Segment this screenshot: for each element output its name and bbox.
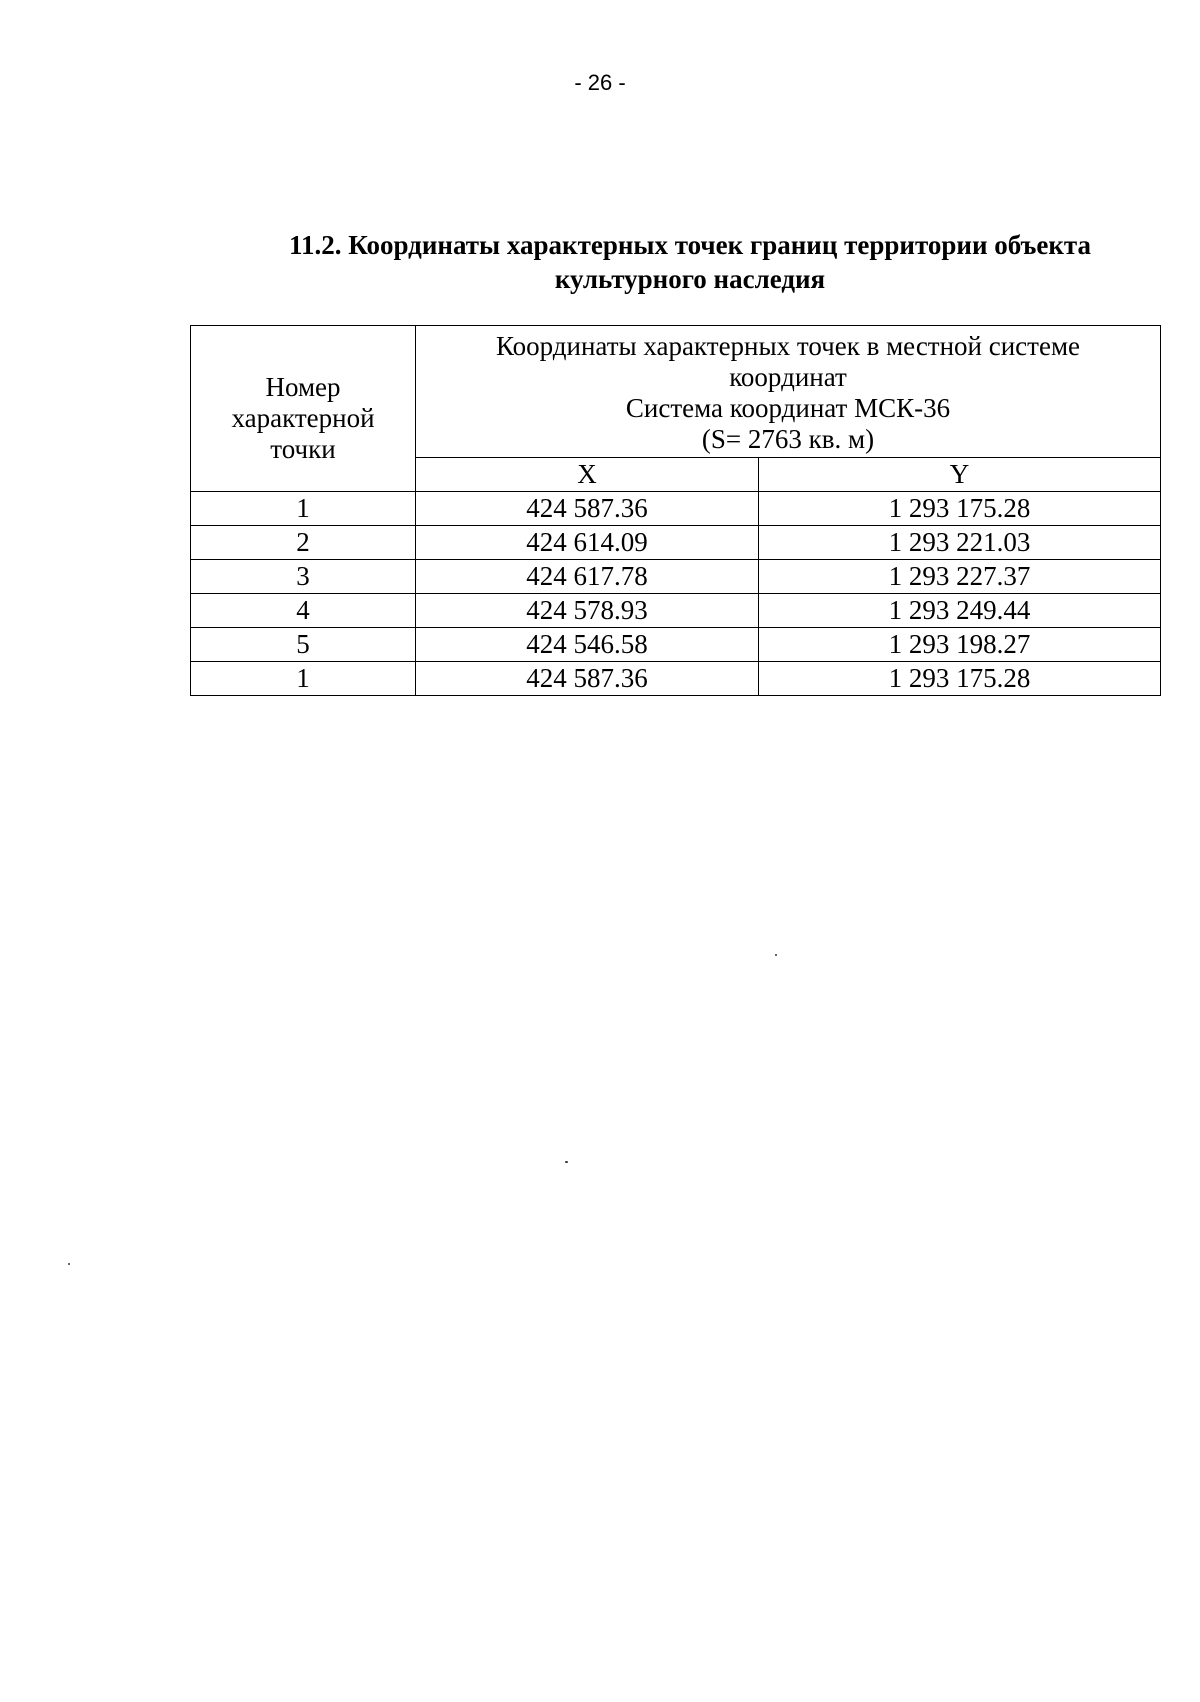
table-row [191,662,1161,696]
header-y: Y [759,458,1161,492]
cell-y: 1 293 175.28 [759,662,1161,696]
cell-x: 424 578.93 [416,594,759,628]
cell-point: 1 [191,662,416,696]
cell-point: 2 [191,526,416,560]
scan-speck [775,954,777,956]
header-point-number: Номер характерной точки [191,326,416,492]
cell-x: 424 546.58 [416,628,759,662]
scan-speck [68,1263,70,1265]
page-number: - 26 - [574,70,626,95]
table-header-row [191,326,1161,458]
header-x: X [416,458,759,492]
cell-point: 4 [191,594,416,628]
section-title [200,228,1180,296]
cell-x: 424 587.36 [416,662,759,696]
coordinates-table [190,325,1161,696]
table-row [191,628,1161,662]
cell-y: 1 293 227.37 [759,560,1161,594]
table-row [191,492,1161,526]
cell-y: 1 293 175.28 [759,492,1161,526]
cell-x: 424 617.78 [416,560,759,594]
cell-y: 1 293 249.44 [759,594,1161,628]
table-row [191,560,1161,594]
header-coordinates: Координаты характерных точек в местной системе координат Система координат МСК-36 (S= 2763 кв. м) [416,326,1161,458]
table-row [191,594,1161,628]
cell-x: 424 614.09 [416,526,759,560]
cell-x: 424 587.36 [416,492,759,526]
section-title-line-2: культурного наследия [554,264,826,294]
cell-point: 5 [191,628,416,662]
table-row [191,526,1161,560]
cell-point: 1 [191,492,416,526]
cell-y: 1 293 221.03 [759,526,1161,560]
scan-speck [565,1161,568,1163]
cell-point: 3 [191,560,416,594]
section-title-line-1: 11.2. Координаты характерных точек границ территории объекта [289,230,1091,260]
cell-y: 1 293 198.27 [759,628,1161,662]
